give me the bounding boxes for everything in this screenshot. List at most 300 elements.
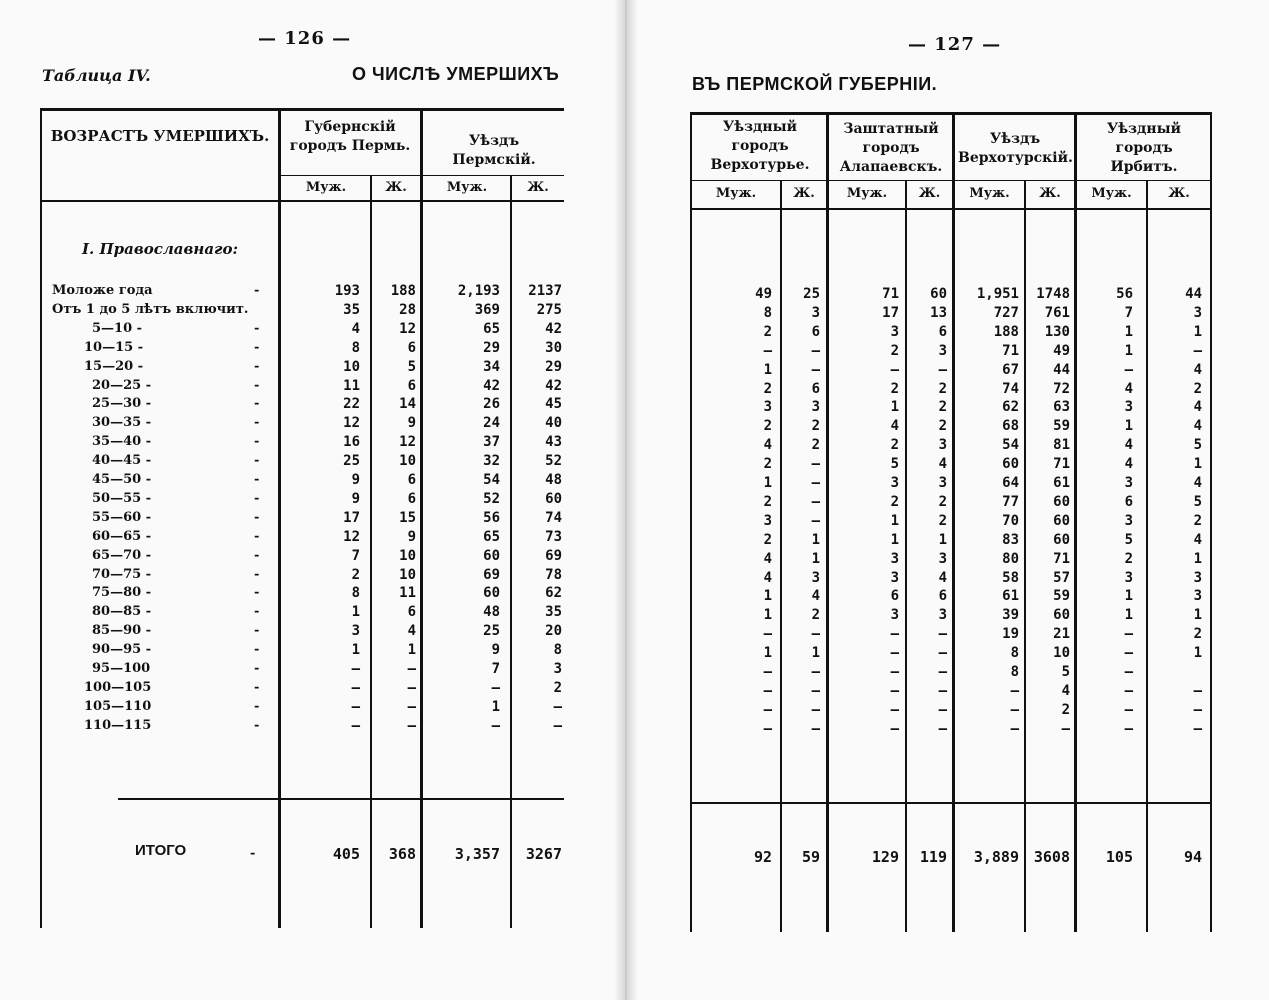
value-cell: 1	[351, 642, 360, 659]
value-cell: 42	[545, 377, 562, 394]
value-cell: 4	[407, 623, 416, 640]
value-cell: 1	[491, 698, 500, 715]
value-cell: 69	[483, 566, 500, 583]
value-cell: 2	[811, 607, 820, 624]
value-cell: 9	[407, 528, 416, 545]
right-page-number: — 127 —	[908, 34, 1002, 55]
row-dash: -	[254, 717, 260, 733]
value-cell: 58	[1002, 569, 1019, 586]
age-label: 40—45 -	[92, 453, 152, 469]
value-cell: 1	[1124, 588, 1133, 605]
value-cell: 3	[890, 475, 899, 491]
value-cell: 49	[1053, 342, 1070, 359]
age-label: 90—95 -	[92, 642, 152, 658]
value-cell: 8	[1010, 664, 1019, 680]
value-cell: 3	[1193, 304, 1202, 321]
row-dash: -	[254, 623, 260, 639]
value-cell: 16	[343, 434, 360, 451]
value-cell: 369	[474, 301, 500, 318]
value-cell: 1	[890, 399, 899, 416]
age-label: 35—40 -	[92, 434, 152, 450]
row-dash: -	[254, 642, 260, 658]
value-cell: 48	[483, 604, 500, 621]
age-label: 15—20 -	[84, 358, 144, 374]
value-cell: 3	[553, 661, 562, 677]
value-cell: 78	[545, 566, 562, 583]
row-dash: -	[254, 490, 260, 506]
value-cell: 193	[334, 283, 360, 299]
value-cell: —	[407, 661, 416, 677]
value-cell: 1,951	[976, 286, 1019, 302]
age-label: 105—110	[84, 698, 152, 714]
value-cell: 6	[407, 490, 416, 507]
value-cell: 5	[1193, 437, 1202, 454]
value-cell: 3	[351, 623, 360, 640]
value-cell: 65	[483, 320, 500, 337]
value-cell: 3	[811, 569, 820, 586]
value-cell: 6	[407, 339, 416, 356]
value-cell: 2	[938, 512, 947, 529]
value-cell: 4	[1193, 475, 1202, 491]
value-cell: —	[763, 626, 772, 643]
value-cell: 60	[483, 585, 500, 602]
value-cell: —	[407, 679, 416, 696]
value-cell: 2	[938, 380, 947, 397]
value-cell: 3	[938, 342, 947, 359]
value-cell: 3	[1124, 475, 1133, 491]
value-cell: 2	[890, 342, 899, 359]
value-cell: 188	[993, 323, 1019, 340]
value-cell: —	[938, 701, 947, 718]
value-cell: 4	[1193, 418, 1202, 435]
value-cell: 4	[763, 437, 772, 454]
value-cell: 6	[890, 588, 899, 605]
value-cell: 62	[545, 585, 562, 602]
value-cell: 4	[1193, 361, 1202, 378]
total-cell: 3608	[1033, 848, 1070, 866]
value-cell: 4	[1124, 380, 1133, 397]
left-male-2: Муж.	[446, 180, 488, 195]
value-cell: —	[763, 342, 772, 359]
right-col-divider-3	[1074, 112, 1077, 932]
value-cell: 2	[1193, 626, 1202, 643]
value-cell: 60	[1053, 607, 1070, 624]
value-cell: 25	[803, 286, 820, 302]
age-label: 5—10 -	[92, 320, 143, 336]
value-cell: 1	[763, 475, 772, 491]
age-header: ВОЗРАСТЪ УМЕРШИХЪ.	[50, 127, 270, 145]
value-cell: 52	[483, 490, 500, 507]
value-cell: 1	[1124, 323, 1133, 340]
row-dash: -	[254, 472, 260, 487]
value-cell: 39	[1002, 607, 1019, 624]
value-cell: 2	[1193, 380, 1202, 397]
value-cell: —	[1193, 720, 1202, 737]
value-cell: 5	[1193, 493, 1202, 510]
value-cell: —	[890, 361, 899, 378]
value-cell: —	[1124, 626, 1133, 643]
value-cell: —	[553, 717, 562, 734]
row-dash: -	[254, 547, 260, 563]
right-top-rule	[690, 112, 1212, 115]
value-cell: 6	[407, 604, 416, 621]
value-cell: 1	[890, 512, 899, 529]
value-cell: 3	[938, 437, 947, 454]
left-sum-rule	[118, 798, 564, 800]
right-female-3: Ж.	[1039, 186, 1061, 201]
total-label: ИТОГО	[135, 842, 187, 859]
value-cell: 73	[545, 528, 562, 545]
value-cell: 60	[930, 286, 947, 302]
value-cell: —	[938, 626, 947, 643]
value-cell: —	[351, 717, 360, 734]
row-dash: -	[254, 698, 260, 714]
total-cell: 368	[388, 845, 416, 863]
value-cell: —	[491, 717, 500, 734]
right-female-1: Ж.	[793, 186, 815, 201]
value-cell: 4	[763, 569, 772, 586]
value-cell: 15	[399, 509, 416, 526]
verkhoturye-district-header: Уѣздъ Верхотурскій.	[958, 131, 1073, 166]
value-cell: 2	[938, 399, 947, 416]
value-cell: 71	[1053, 456, 1070, 473]
right-subheader-rule	[690, 180, 1212, 181]
value-cell: —	[491, 679, 500, 696]
value-cell: 60	[483, 547, 500, 564]
value-cell: 60	[1002, 456, 1019, 473]
value-cell: —	[1193, 701, 1202, 718]
value-cell: 21	[1053, 626, 1070, 643]
age-label: Моложе года	[52, 283, 153, 298]
value-cell: 6	[811, 323, 820, 340]
value-cell: 5	[1061, 664, 1070, 680]
value-cell: 2	[763, 531, 772, 548]
value-cell: 4	[763, 550, 772, 567]
value-cell: —	[763, 720, 772, 737]
value-cell: —	[811, 361, 820, 378]
value-cell: 83	[1002, 531, 1019, 548]
value-cell: 130	[1044, 323, 1070, 340]
age-label: 25—30 -	[92, 396, 152, 412]
value-cell: 1	[763, 588, 772, 605]
value-cell: 67	[1002, 361, 1019, 378]
value-cell: 45	[545, 396, 562, 413]
value-cell: —	[1010, 701, 1019, 718]
value-cell: —	[1124, 682, 1133, 699]
value-cell: 65	[483, 528, 500, 545]
value-cell: 59	[1053, 418, 1070, 435]
age-label: 95—100	[92, 661, 151, 676]
value-cell: 43	[545, 434, 562, 451]
value-cell: —	[1124, 361, 1133, 378]
value-cell: —	[938, 664, 947, 680]
total-cell: 129	[871, 848, 899, 866]
right-female-4: Ж.	[1168, 186, 1190, 201]
value-cell: 2137	[528, 283, 562, 299]
right-male-4: Муж.	[1091, 186, 1132, 201]
age-label: Отъ 1 до 5 лѣтъ включит.	[52, 301, 249, 317]
total-cell: 3,889	[973, 848, 1019, 866]
value-cell: 1	[1193, 550, 1202, 567]
value-cell: 1	[938, 531, 947, 548]
value-cell: 44	[1185, 286, 1202, 302]
value-cell: 2	[890, 493, 899, 510]
row-dash: -	[254, 585, 260, 601]
value-cell: 2	[763, 493, 772, 510]
row-dash: -	[254, 434, 260, 450]
value-cell: 71	[882, 286, 899, 302]
value-cell: 12	[399, 320, 416, 337]
value-cell: —	[938, 361, 947, 378]
value-cell: 64	[1002, 475, 1019, 491]
value-cell: 60	[545, 490, 562, 507]
value-cell: 11	[343, 377, 360, 394]
left-male-1: Муж.	[305, 180, 347, 195]
right-sex-divider-3	[1024, 181, 1026, 932]
value-cell: 68	[1002, 418, 1019, 435]
perm-district-header: Уѣздъ Пермскій.	[452, 133, 536, 168]
value-cell: 2	[1193, 512, 1202, 529]
row-dash: -	[254, 396, 260, 412]
value-cell: 28	[399, 301, 416, 318]
value-cell: 69	[545, 547, 562, 564]
value-cell: 1	[351, 604, 360, 621]
left-title: О ЧИСЛѢ УМЕРШИХЪ	[352, 64, 560, 84]
value-cell: 71	[1053, 550, 1070, 567]
age-label: 70—75 -	[92, 566, 152, 582]
value-cell: 4	[351, 320, 360, 337]
value-cell: 19	[1002, 626, 1019, 643]
value-cell: 1	[1124, 342, 1133, 359]
value-cell: 4	[1193, 531, 1202, 548]
value-cell: 6	[811, 380, 820, 397]
value-cell: 6	[938, 323, 947, 340]
value-cell: 4	[1124, 437, 1133, 454]
value-cell: 2	[811, 418, 820, 435]
value-cell: 5	[890, 456, 899, 473]
value-cell: 1	[811, 531, 820, 548]
value-cell: 6	[1124, 493, 1133, 510]
value-cell: 74	[1002, 380, 1019, 397]
row-dash: -	[254, 377, 260, 393]
age-label: 30—35 -	[92, 415, 152, 431]
row-dash: -	[254, 509, 260, 525]
value-cell: 25	[343, 453, 360, 470]
value-cell: 1748	[1036, 286, 1070, 302]
value-cell: 60	[1053, 493, 1070, 510]
value-cell: 3	[763, 399, 772, 416]
value-cell: 9	[351, 490, 360, 507]
right-sex-divider-2	[905, 181, 907, 932]
value-cell: 1	[811, 645, 820, 662]
value-cell: 1	[1193, 645, 1202, 662]
value-cell: 4	[811, 588, 820, 605]
value-cell: —	[1193, 342, 1202, 359]
value-cell: 1	[763, 361, 772, 378]
value-cell: 1	[1124, 418, 1133, 435]
age-label: 65—70 -	[92, 547, 152, 563]
value-cell: 9	[351, 472, 360, 488]
value-cell: 2	[890, 380, 899, 397]
value-cell: 1	[1193, 323, 1202, 340]
right-male-1: Муж.	[715, 186, 757, 201]
value-cell: 2	[890, 437, 899, 454]
age-label: 85—90 -	[92, 623, 152, 639]
value-cell: 8	[351, 339, 360, 356]
value-cell: 61	[1002, 588, 1019, 605]
value-cell: —	[1124, 701, 1133, 718]
total-cell: 92	[753, 848, 772, 866]
total-dash: -	[250, 846, 256, 861]
value-cell: 3	[811, 399, 820, 416]
value-cell: 13	[930, 304, 947, 321]
value-cell: 3	[938, 475, 947, 491]
value-cell: 70	[1002, 512, 1019, 529]
value-cell: 1	[407, 642, 416, 659]
value-cell: 3	[763, 512, 772, 529]
row-dash: -	[254, 604, 260, 620]
value-cell: 4	[1193, 399, 1202, 416]
value-cell: 1	[890, 531, 899, 548]
value-cell: —	[553, 698, 562, 715]
value-cell: —	[1010, 682, 1019, 699]
value-cell: —	[763, 664, 772, 680]
value-cell: —	[811, 456, 820, 473]
value-cell: 6	[407, 472, 416, 488]
value-cell: —	[1124, 720, 1133, 737]
book-gutter	[614, 0, 638, 1000]
alapaevsk-header: Заштатный городъ Алапаевскъ.	[839, 121, 943, 175]
row-dash: -	[254, 339, 260, 355]
value-cell: —	[811, 701, 820, 718]
value-cell: 10	[399, 453, 416, 470]
value-cell: 2	[763, 456, 772, 473]
row-dash: -	[254, 661, 260, 676]
value-cell: —	[890, 664, 899, 680]
total-cell: 119	[919, 848, 947, 866]
value-cell: 10	[399, 566, 416, 583]
age-label: 75—80 -	[92, 585, 152, 601]
total-cell: 3,357	[454, 845, 500, 863]
value-cell: —	[890, 720, 899, 737]
value-cell: —	[1193, 682, 1202, 699]
row-dash: -	[254, 679, 260, 695]
value-cell: 54	[1002, 437, 1019, 454]
value-cell: 10	[399, 547, 416, 564]
value-cell: —	[351, 661, 360, 677]
value-cell: 20	[545, 623, 562, 640]
left-header-bottom-rule	[40, 200, 564, 202]
value-cell: —	[890, 682, 899, 699]
value-cell: —	[351, 679, 360, 696]
value-cell: —	[890, 626, 899, 643]
value-cell: 727	[993, 304, 1019, 321]
value-cell: 3	[1193, 588, 1202, 605]
right-male-3: Муж.	[969, 186, 1010, 201]
value-cell: —	[811, 682, 820, 699]
value-cell: —	[811, 626, 820, 643]
value-cell: 42	[483, 377, 500, 394]
value-cell: —	[407, 717, 416, 734]
section-orthodox: I. Православнаго:	[82, 240, 239, 258]
value-cell: 60	[1053, 531, 1070, 548]
value-cell: 12	[343, 415, 360, 432]
value-cell: 32	[483, 453, 500, 470]
value-cell: 6	[407, 377, 416, 394]
value-cell: 2	[763, 380, 772, 397]
value-cell: 2	[351, 566, 360, 583]
right-border-right	[1210, 112, 1212, 932]
value-cell: —	[890, 645, 899, 662]
value-cell: —	[351, 698, 360, 715]
age-label: 50—55 -	[92, 490, 152, 506]
value-cell: 761	[1044, 304, 1070, 321]
value-cell: —	[763, 682, 772, 699]
value-cell: 17	[343, 509, 360, 526]
right-male-2: Муж.	[846, 186, 888, 201]
value-cell: 4	[938, 456, 947, 473]
value-cell: 4	[890, 418, 899, 435]
value-cell: 2	[811, 437, 820, 454]
table-label: Таблица IV.	[42, 66, 151, 85]
value-cell: —	[1124, 664, 1133, 680]
total-cell: 3267	[525, 845, 562, 863]
value-cell: 7	[1124, 304, 1133, 321]
right-title: ВЪ ПЕРМСКОЙ ГУБЕРНІИ.	[692, 74, 938, 94]
value-cell: 3	[890, 569, 899, 586]
value-cell: —	[1124, 645, 1133, 662]
value-cell: 3	[1124, 399, 1133, 416]
row-dash: -	[254, 566, 260, 582]
value-cell: —	[938, 720, 947, 737]
perm-city-header: Губернскій городъ Пермь.	[289, 119, 411, 154]
verkhoturye-city-header: Уѣздный городъ Верхотурье.	[710, 119, 810, 173]
value-cell: 61	[1053, 475, 1070, 491]
value-cell: 10	[1053, 645, 1070, 662]
value-cell: 4	[1061, 682, 1070, 699]
total-cell: 405	[332, 845, 360, 863]
age-label: 45—50 -	[92, 472, 152, 487]
age-label: 55—60 -	[92, 509, 152, 525]
value-cell: 29	[545, 358, 562, 375]
value-cell: —	[890, 701, 899, 718]
left-female-2: Ж.	[527, 180, 549, 195]
value-cell: 1	[763, 645, 772, 662]
right-female-2: Ж.	[918, 186, 941, 201]
value-cell: 4	[938, 569, 947, 586]
value-cell: 3	[890, 323, 899, 340]
value-cell: 5	[1124, 531, 1133, 548]
irbit-header: Уѣздный городъ Ирбитъ.	[1106, 121, 1182, 175]
left-page-number: — 126 —	[258, 28, 352, 49]
value-cell: 3	[938, 550, 947, 567]
value-cell: 8	[351, 585, 360, 602]
value-cell: 2	[938, 418, 947, 435]
value-cell: 17	[882, 304, 899, 321]
value-cell: 1	[1193, 607, 1202, 624]
value-cell: 12	[343, 528, 360, 545]
value-cell: —	[1010, 720, 1019, 737]
value-cell: 49	[755, 286, 772, 302]
value-cell: —	[811, 512, 820, 529]
value-cell: 3	[938, 607, 947, 624]
age-label: 100—105	[84, 679, 152, 695]
value-cell: 4	[1124, 456, 1133, 473]
value-cell: 6	[938, 588, 947, 605]
value-cell: 48	[545, 472, 562, 488]
value-cell: —	[407, 698, 416, 715]
value-cell: 7	[351, 547, 360, 564]
